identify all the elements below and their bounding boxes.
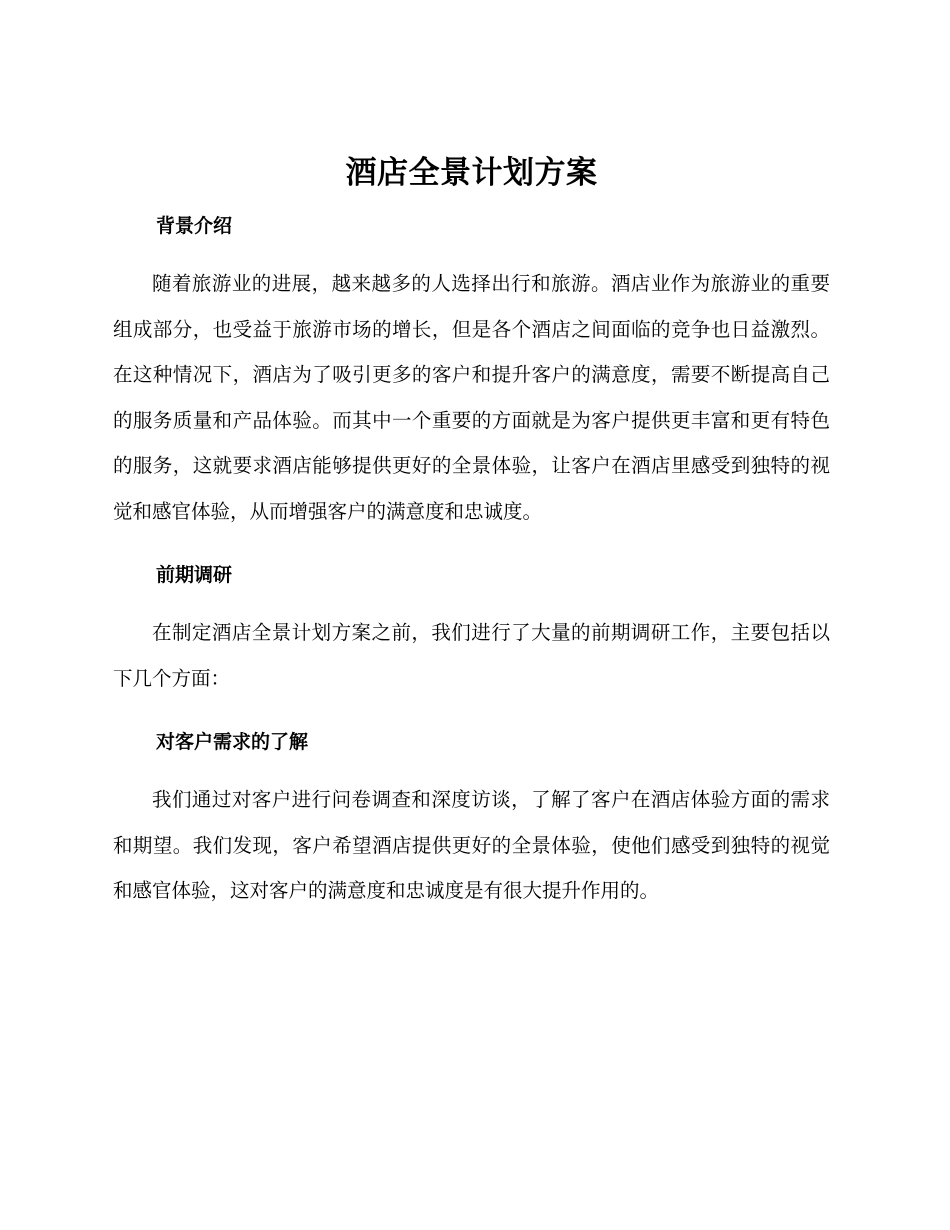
section-heading-customer-needs: 对客户需求的了解 bbox=[156, 731, 309, 753]
document-title: 酒店全景计划方案 bbox=[345, 155, 598, 191]
section-paragraph-background: 随着旅游业的进展，越来越多的人选择出行和旅游。酒店业作为旅游业的重要组成部分，也受益于旅游市场的增长，但是各个酒店之间面临的竞争也日益激烈。在这种情况下，酒店为了吸引更多的客户和提升客户的满意度，需要不断提高自己的服务质量和产品体验。而其中一个重要的方面就是为客户提供更丰富和更有特色的服务，这就要求酒店能够提供更好的全景体验，让客户在酒店里感受到独特的视觉和感官体验，从而增强客户的满意度和忠诚度。 bbox=[113, 272, 830, 523]
section-paragraph-customer-needs: 我们通过对客户进行问卷调查和深度访谈，了解了客户在酒店体验方面的需求和期望。我们发现，客户希望酒店提供更好的全景体验，使他们感受到独特的视觉和感官体验，这对客户的满意度和忠诚度是有很大提升作用的。 bbox=[113, 788, 830, 902]
section-heading-background: 背景介绍 bbox=[156, 215, 233, 237]
section-paragraph-preliminary-research: 在制定酒店全景计划方案之前，我们进行了大量的前期调研工作，主要包括以下几个方面： bbox=[113, 621, 830, 690]
section-heading-preliminary-research: 前期调研 bbox=[156, 564, 233, 586]
